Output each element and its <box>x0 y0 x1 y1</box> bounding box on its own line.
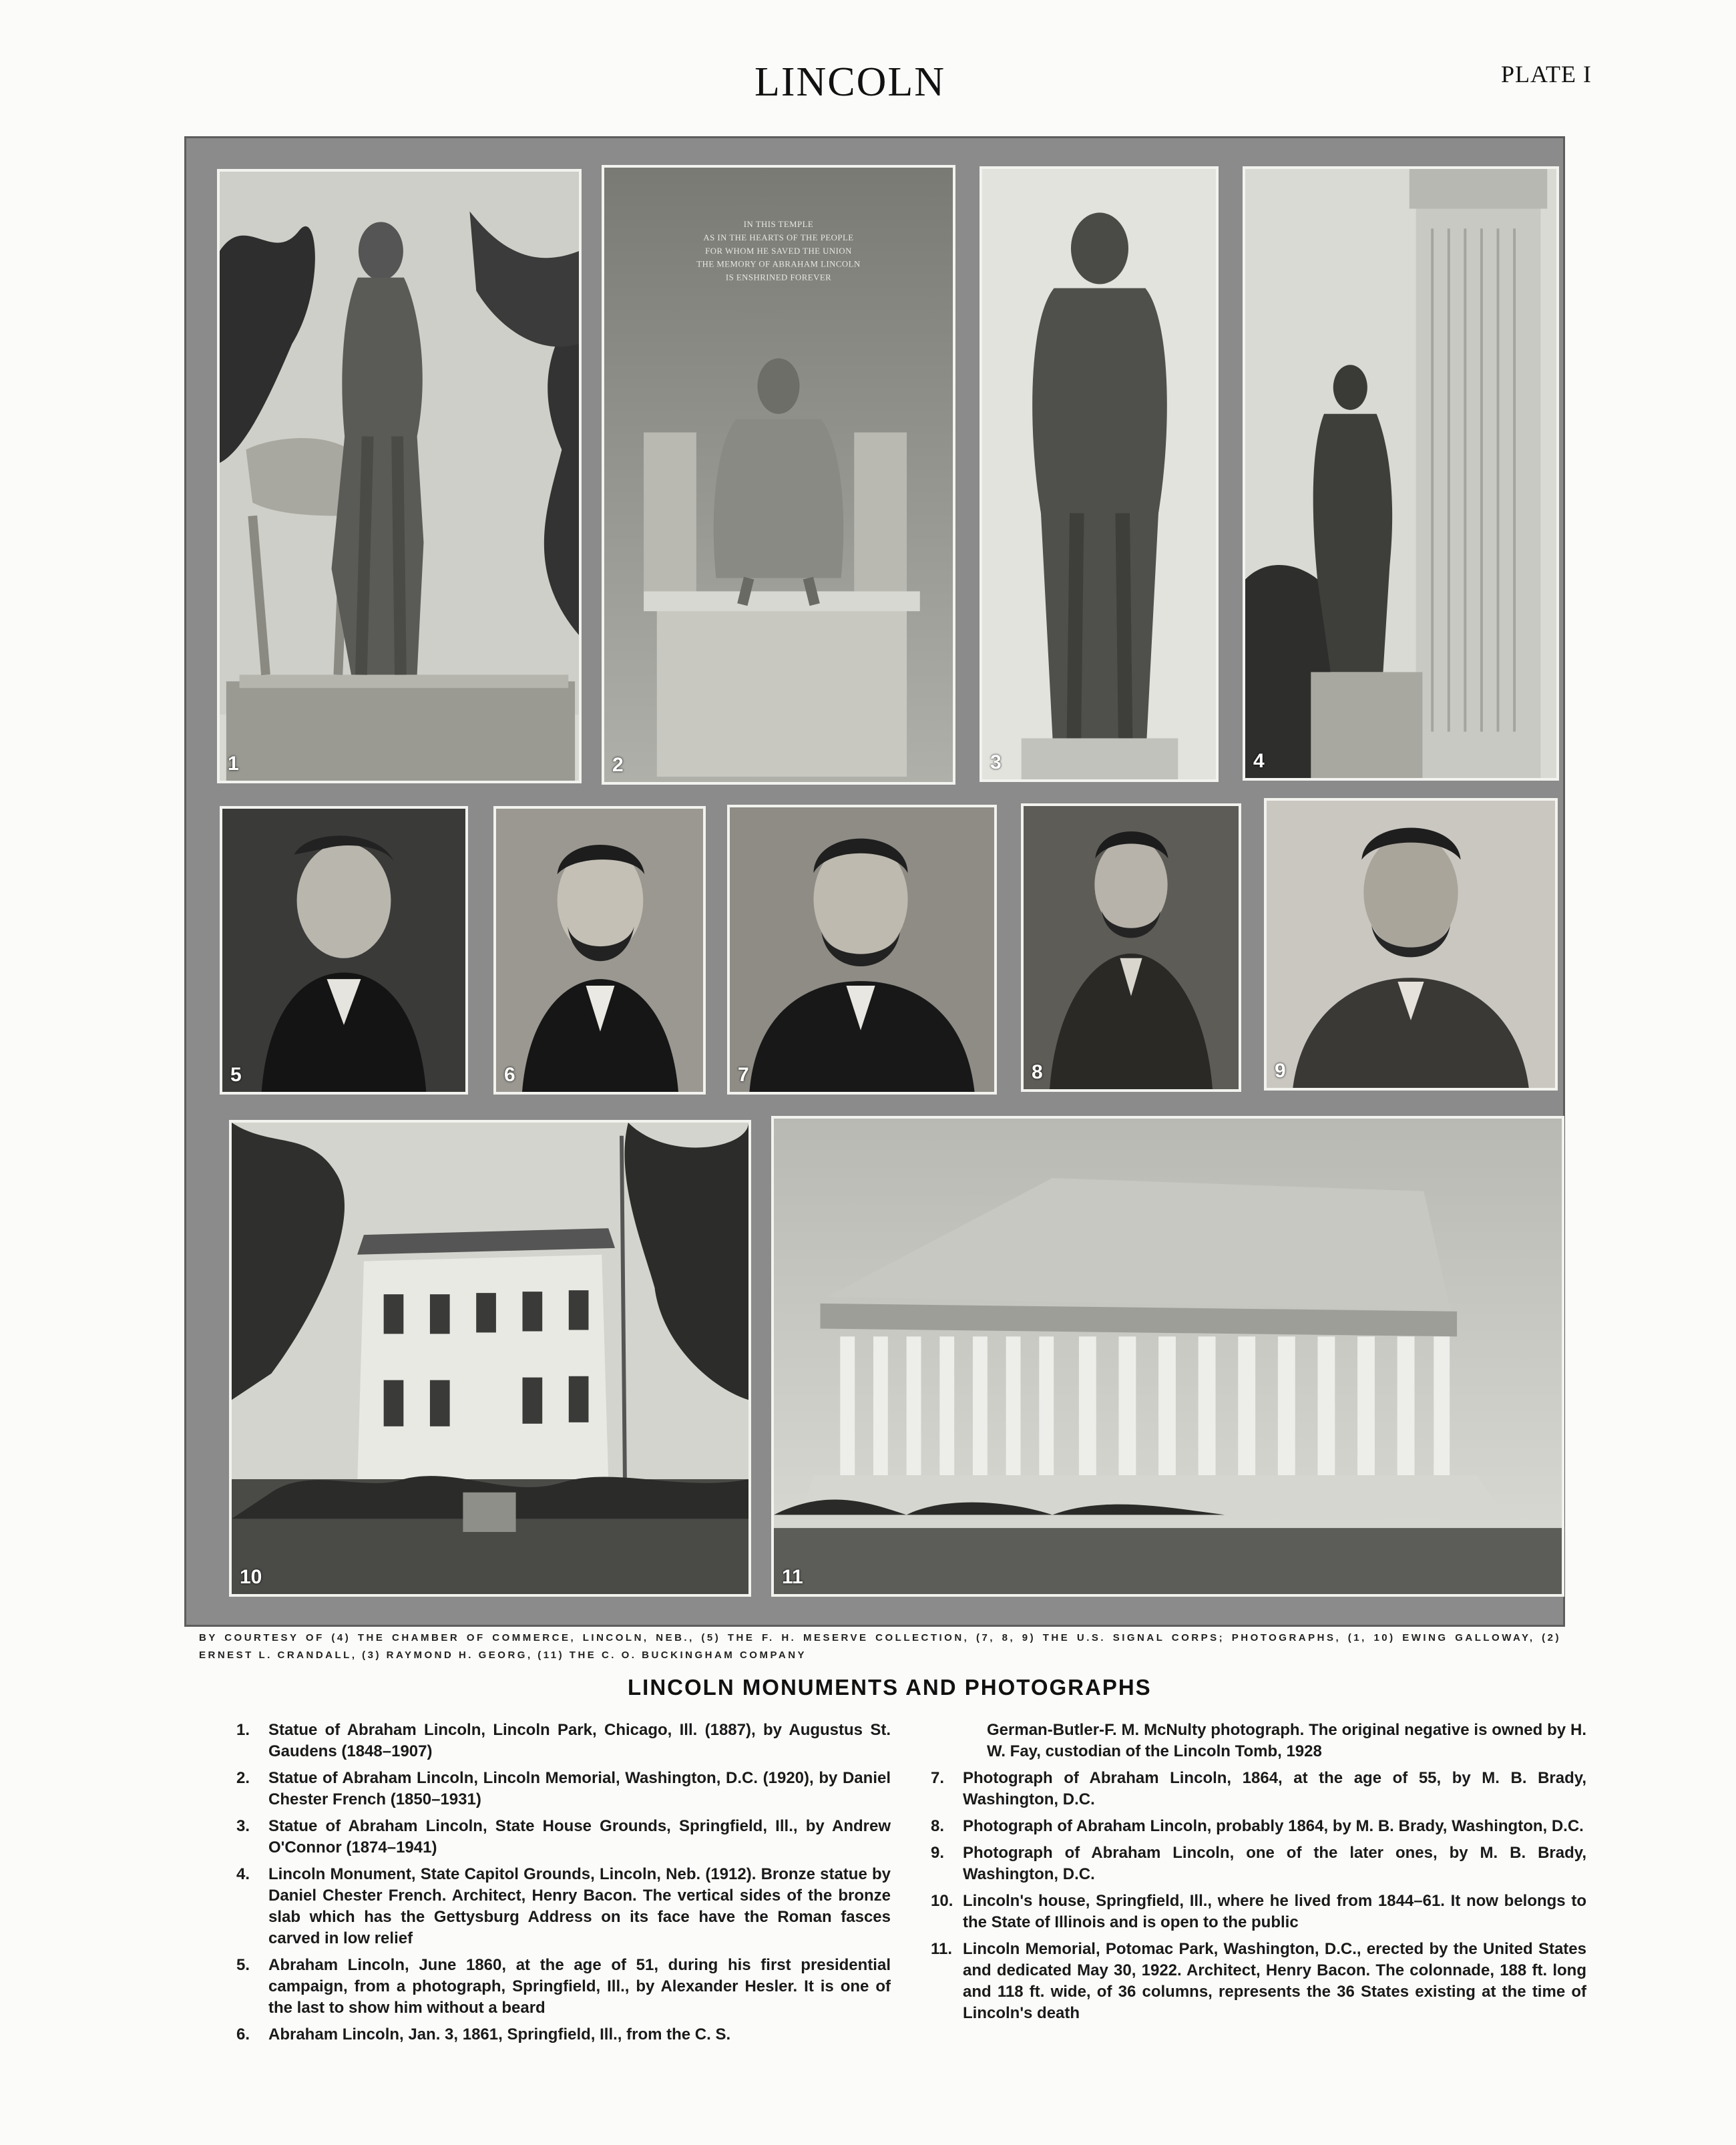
caption-text: Statue of Abraham Lincoln, Lincoln Park, Chicago, Ill. (1887), by Augustus St. Gaudens (1848–1907) <box>268 1721 891 1760</box>
caption-number: 10. <box>931 1892 953 1910</box>
caption-number: 5. <box>236 1956 250 1974</box>
caption-item <box>236 2024 891 2045</box>
photo-number: 5 <box>230 1064 242 1086</box>
caption-number: 2. <box>236 1769 250 1787</box>
caption-item <box>236 1864 891 1949</box>
photo-number: 1 <box>228 753 239 775</box>
photo-7-portrait-1864 <box>727 805 997 1095</box>
photo-number: 11 <box>782 1566 803 1588</box>
caption-text: Statue of Abraham Lincoln, State House Grounds, Springfield, Ill., by Andrew O'Connor (1874–1941) <box>268 1817 891 1857</box>
inscription-line: IS ENSHRINED FOREVER <box>725 272 832 282</box>
photo-6-portrait-1861 <box>493 806 706 1095</box>
photo-plate <box>184 136 1565 1627</box>
photo-11-lincoln-memorial <box>771 1116 1564 1597</box>
caption-number: 11. <box>931 1940 953 1958</box>
captions-column-left <box>236 1720 891 2051</box>
inscription-line: FOR WHOM HE SAVED THE UNION <box>705 246 852 256</box>
photo-8-portrait-brady <box>1021 803 1241 1092</box>
photo-number: 2 <box>612 754 624 776</box>
caption-text: Abraham Lincoln, Jan. 3, 1861, Springfield, Ill., from the C. S. <box>268 2025 731 2043</box>
caption-item <box>931 1842 1586 1885</box>
photo-3-statue-springfield <box>980 166 1219 782</box>
photo-number: 4 <box>1253 750 1265 772</box>
caption-text: Photograph of Abraham Lincoln, 1864, at the age of 55, by M. B. Brady, Washington, D.C. <box>963 1769 1586 1808</box>
caption-text: Photograph of Abraham Lincoln, one of the later ones, by M. B. Brady, Washington, D.C. <box>963 1844 1586 1883</box>
photo-number: 9 <box>1275 1060 1286 1082</box>
page-title: LINCOLN <box>754 59 946 105</box>
caption-item <box>931 1816 1586 1837</box>
captions-column-right <box>931 1720 1586 2029</box>
photo-10-lincoln-house <box>229 1120 751 1597</box>
inscription-line: AS IN THE HEARTS OF THE PEOPLE <box>703 233 854 243</box>
caption-text: Lincoln Memorial, Potomac Park, Washington, D.C., erected by the United States and dedicated May 30, 1922. Architect, Henry Bacon. The colonnade, 188 ft. long and 118 ft. wide, of 36 columns, represents the 36 States existing at the time of Lincoln's death <box>963 1940 1586 2022</box>
photo-number: 8 <box>1032 1061 1043 1083</box>
photo-1-statue-chicago <box>217 169 582 783</box>
photo-credits: BY COURTESY OF (4) THE CHAMBER OF COMMERCE, LINCOLN, NEB., (5) THE F. H. MESERVE COLLECTION, (7, 8, 9) THE U.S. SIGNAL CORPS; PHOTOGRAPHS, (1, 10) EWING GALLOWAY, (2) ERNEST L. CRANDALL, (3) RAYMOND H. GEORG, (11) THE C. O. BUCKINGHAM COMPANY <box>199 1632 1561 1661</box>
caption-item <box>236 1768 891 1810</box>
caption-number: 8. <box>931 1817 945 1835</box>
caption-item <box>931 1891 1586 1933</box>
caption-number: 9. <box>931 1844 945 1862</box>
caption-number: 4. <box>236 1865 250 1883</box>
caption-text: Photograph of Abraham Lincoln, probably 1864, by M. B. Brady, Washington, D.C. <box>963 1817 1584 1835</box>
photo-4-lincoln-monument-nebraska <box>1243 166 1559 781</box>
photo-2-lincoln-memorial-statue <box>602 165 955 785</box>
caption-text: Abraham Lincoln, June 1860, at the age of 51, during his first presidential campaign, from a photograph, Springfield, Ill., by Alexander Hesler. It is one of the last to show him without a beard <box>268 1956 891 2017</box>
caption-text: Lincoln Monument, State Capitol Grounds, Lincoln, Neb. (1912). Bronze statue by Daniel Chester French. Architect, Henry Bacon. The vertical sides of the bronze slab which has the Gettysburg Address on its face have the Roman fasces carved in low relief <box>268 1865 891 1947</box>
caption-item <box>931 1939 1586 2024</box>
photo-number: 10 <box>240 1566 262 1588</box>
photo-number: 6 <box>504 1064 515 1086</box>
caption-item <box>236 1816 891 1859</box>
caption-continuation: German-Butler-F. M. McNulty photograph. The original negative is owned by H. W. Fay, custodian of the Lincoln Tomb, 1928 <box>987 1721 1586 1760</box>
caption-item <box>931 1768 1586 1810</box>
caption-number: 7. <box>931 1769 945 1787</box>
photo-number: 3 <box>990 751 1002 773</box>
caption-text: Lincoln's house, Springfield, Ill., where he lived from 1844–61. It now belongs to the State of Illinois and is open to the public <box>963 1892 1586 1931</box>
caption-number: 3. <box>236 1817 250 1835</box>
caption-number: 6. <box>236 2025 250 2043</box>
plate-label: PLATE I <box>1501 61 1592 87</box>
photo-9-portrait-later <box>1264 798 1558 1091</box>
caption-item <box>236 1720 891 1762</box>
photo-number: 7 <box>738 1064 749 1086</box>
caption-number: 1. <box>236 1721 250 1739</box>
inscription-line: THE MEMORY OF ABRAHAM LINCOLN <box>696 259 861 269</box>
inscription-line: IN THIS TEMPLE <box>743 220 814 230</box>
section-heading: LINCOLN MONUMENTS AND PHOTOGRAPHS <box>628 1675 1152 1700</box>
caption-text: Statue of Abraham Lincoln, Lincoln Memorial, Washington, D.C. (1920), by Daniel Chester French (1850–1931) <box>268 1769 891 1808</box>
photo-5-portrait-1860 <box>220 806 468 1095</box>
caption-item <box>236 1955 891 2019</box>
